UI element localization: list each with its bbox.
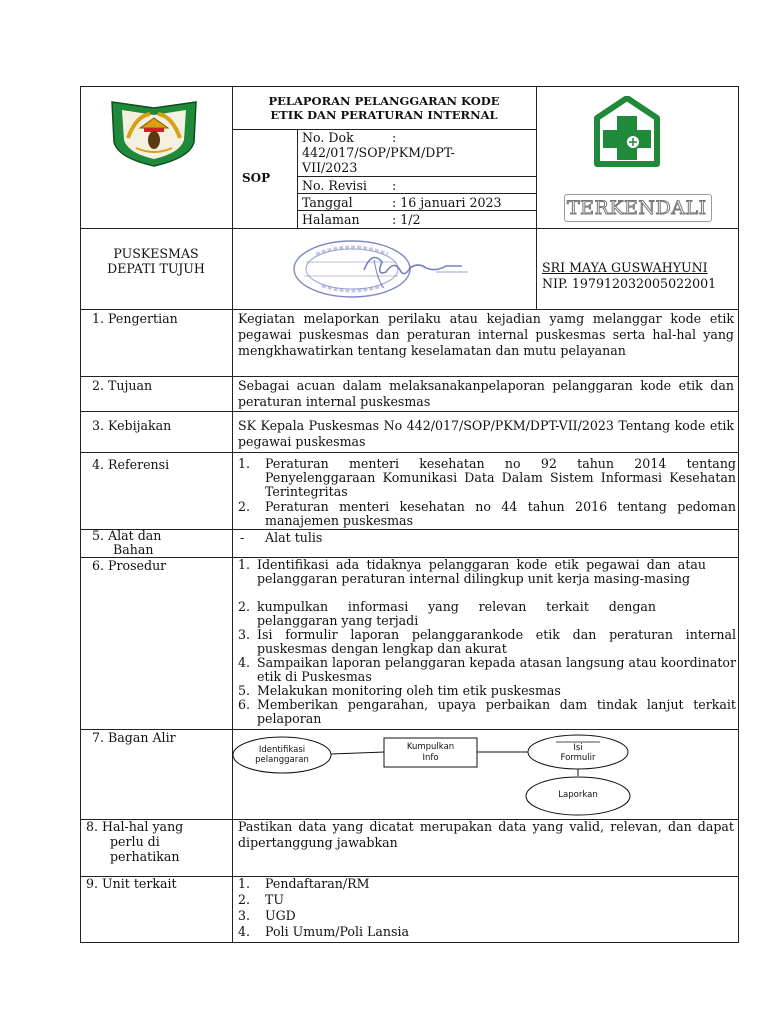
label-pengertian: 1. Pengertian: [92, 311, 178, 326]
title-bottom: [232, 129, 537, 130]
official-seal-signature: [286, 232, 486, 302]
flow-label-isi-formulir-2: Formulir: [560, 753, 596, 763]
list-item: [238, 500, 736, 528]
text-alat: Alat tulis: [265, 530, 323, 545]
sop-divider: [297, 129, 298, 228]
label-alat-line-1: 5. Alat dan: [92, 528, 162, 543]
list-item-number: 3.: [238, 908, 251, 923]
list-item-text: TU: [265, 892, 285, 907]
alat-bullet: -: [240, 530, 245, 545]
text-hal: Pastikan data yang dicatat merupakan data yang valid, relevan, dan dapat dipertanggung jawabkan: [238, 819, 734, 850]
signatory-nip: NIP. 197912032005022001: [542, 276, 717, 291]
list-item-number: 5.: [238, 683, 251, 698]
org-name-line-2: DEPATI TUJUH: [107, 261, 205, 276]
doc-number-label: No. Dok: [302, 130, 354, 145]
controlled-stamp-text: TERKENDALI: [567, 197, 707, 219]
date-label: Tanggal: [302, 195, 353, 210]
referensi-list: [238, 457, 736, 527]
label-referensi: 4. Referensi: [92, 457, 170, 472]
list-item-number: 6.: [238, 697, 251, 712]
header-divider-right: [536, 86, 537, 309]
list-item: [238, 457, 736, 499]
text-kebijakan: SK Kepala Puskesmas No 442/017/SOP/PKM/DPT-VII/2023 Tentang kode etik pegawai puskesmas: [238, 418, 734, 449]
document-title-line-2: ETIK DAN PERATURAN INTERNAL: [270, 108, 498, 122]
list-item: [238, 684, 736, 698]
border-top: [80, 86, 739, 87]
header-bottom: [80, 228, 739, 229]
flow-label-identifikasi-1: Identifikasi: [258, 745, 306, 755]
list-item-text: Identifikasi ada tidaknya pelanggaran kode etik pegawai dan atau pelanggaran peraturan internal dilingkup unit kerja masing-masing: [257, 557, 706, 586]
page-label: Halaman: [302, 212, 360, 227]
org-name-line-1: PUSKESMAS: [113, 246, 199, 261]
date-value: : 16 januari 2023: [392, 195, 502, 210]
list-item-number: 1.: [238, 876, 251, 891]
revision-value: :: [392, 178, 397, 193]
list-item-number: 4.: [238, 924, 251, 939]
label-hal-line-3: perhatikan: [110, 849, 180, 864]
border-left: [80, 86, 81, 943]
list-item-number: 2.: [238, 499, 251, 514]
revisi-bottom: [297, 193, 537, 194]
list-item-text: Melakukan monitoring oleh tim etik puskesmas: [257, 683, 561, 698]
row-line-1: [80, 376, 739, 377]
border-right: [738, 86, 739, 943]
puskesmas-logo: [577, 96, 677, 168]
label-tujuan: 2. Tujuan: [92, 378, 153, 393]
list-item: [238, 924, 736, 940]
tanggal-bottom: [297, 210, 537, 211]
list-item-number: 2.: [238, 892, 251, 907]
body-divider: [232, 309, 233, 943]
label-alat-line-2: Bahan: [113, 542, 154, 557]
sop-document: [80, 86, 739, 943]
org-bottom: [80, 309, 739, 310]
list-item-number: 1.: [238, 557, 251, 572]
row-line-4: [80, 529, 739, 530]
list-item: [238, 876, 736, 892]
page-value: : 1/2: [392, 212, 421, 227]
revision-label: No. Revisi: [302, 178, 367, 193]
label-bagan: 7. Bagan Alir: [92, 730, 176, 745]
list-item-number: 1.: [238, 456, 251, 471]
doc-number-value-2: VII/2023: [302, 160, 358, 175]
unit-list: [238, 876, 736, 942]
label-prosedur: 6. Prosedur: [92, 558, 167, 573]
label-hal-line-2: perlu di: [110, 834, 160, 849]
flow-label-kumpulkan-2: Info: [422, 753, 439, 763]
flow-label-identifikasi-2: pelanggaran: [255, 755, 309, 765]
text-pengertian: Kegiatan melaporkan perilaku atau kejadian yamg melanggar kode etik pegawai puskesmas dan peraturan internal puskesmas serta hal-hal yang mengkhawatirkan tentang keselamatan dan mutu pelayanan: [238, 311, 734, 358]
prosedur-list: [238, 558, 736, 728]
row-line-2: [80, 411, 739, 412]
list-item-number: 4.: [238, 655, 251, 670]
list-item-number: 3.: [238, 627, 251, 642]
border-bottom: [80, 942, 739, 943]
text-tujuan: Sebagai acuan dalam melaksanakanpelaporan pelanggaran kode etik dan peraturan internal puskesmas: [238, 378, 734, 409]
label-unit: 9. Unit terkait: [86, 876, 177, 891]
list-item-text: Peraturan menteri kesehatan no 92 tahun 2014 tentang Penyelenggaraan Komunikasi Data Dalam Sistem Informasi Kesehatan Terintegritas: [265, 456, 736, 499]
list-item: [238, 892, 736, 908]
flow-label-laporkan: Laporkan: [558, 790, 598, 800]
list-item: [238, 656, 736, 684]
list-item-text: kumpulkan informasi yang relevan terkait dengan pelanggaran yang terjadi: [257, 599, 656, 628]
list-item: [238, 558, 736, 600]
list-item: [238, 908, 736, 924]
sop-label: SOP: [242, 171, 271, 185]
list-item-text: Peraturan menteri kesehatan no 44 tahun 2016 tentang pedoman manajemen puskesmas: [265, 499, 736, 528]
flow-connector: [331, 752, 384, 754]
controlled-stamp: [564, 194, 712, 222]
dok-bottom: [297, 176, 537, 177]
list-item: [238, 600, 736, 628]
list-item-text: Memberikan pengarahan, upaya perbaikan dam tindak lanjut terkait pelaporan: [257, 697, 736, 726]
signatory-name: SRI MAYA GUSWAHYUNI: [542, 260, 708, 275]
label-hal-line-1: 8. Hal-hal yang: [86, 819, 184, 834]
list-item: [238, 698, 736, 726]
list-item-text: Sampaikan laporan pelanggaran kepada atasan langsung atau koordinator etik di Puskesmas: [257, 655, 736, 684]
row-line-3: [80, 452, 739, 453]
list-item-text: Poli Umum/Poli Lansia: [265, 924, 410, 939]
flow-label-kumpulkan-1: Kumpulkan: [406, 742, 455, 752]
flow-label-isi-formulir-1: Isi: [573, 743, 583, 753]
flowchart: [232, 730, 738, 819]
list-item-text: UGD: [265, 908, 296, 923]
doc-number-value-1: 442/017/SOP/PKM/DPT-: [302, 145, 455, 160]
list-item-text: Pendaftaran/RM: [265, 876, 370, 891]
doc-number-separator: :: [392, 130, 397, 145]
regency-emblem-logo: [106, 98, 202, 168]
list-item-text: Isi formulir laporan pelanggarankode etik dan peraturan internal puskesmas dengan lengkap dan akurat: [257, 627, 736, 656]
list-item-number: 2.: [238, 599, 251, 614]
document-title-line-1: PELAPORAN PELANGGARAN KODE: [268, 94, 500, 108]
list-item: [238, 628, 736, 656]
label-kebijakan: 3. Kebijakan: [92, 418, 172, 433]
